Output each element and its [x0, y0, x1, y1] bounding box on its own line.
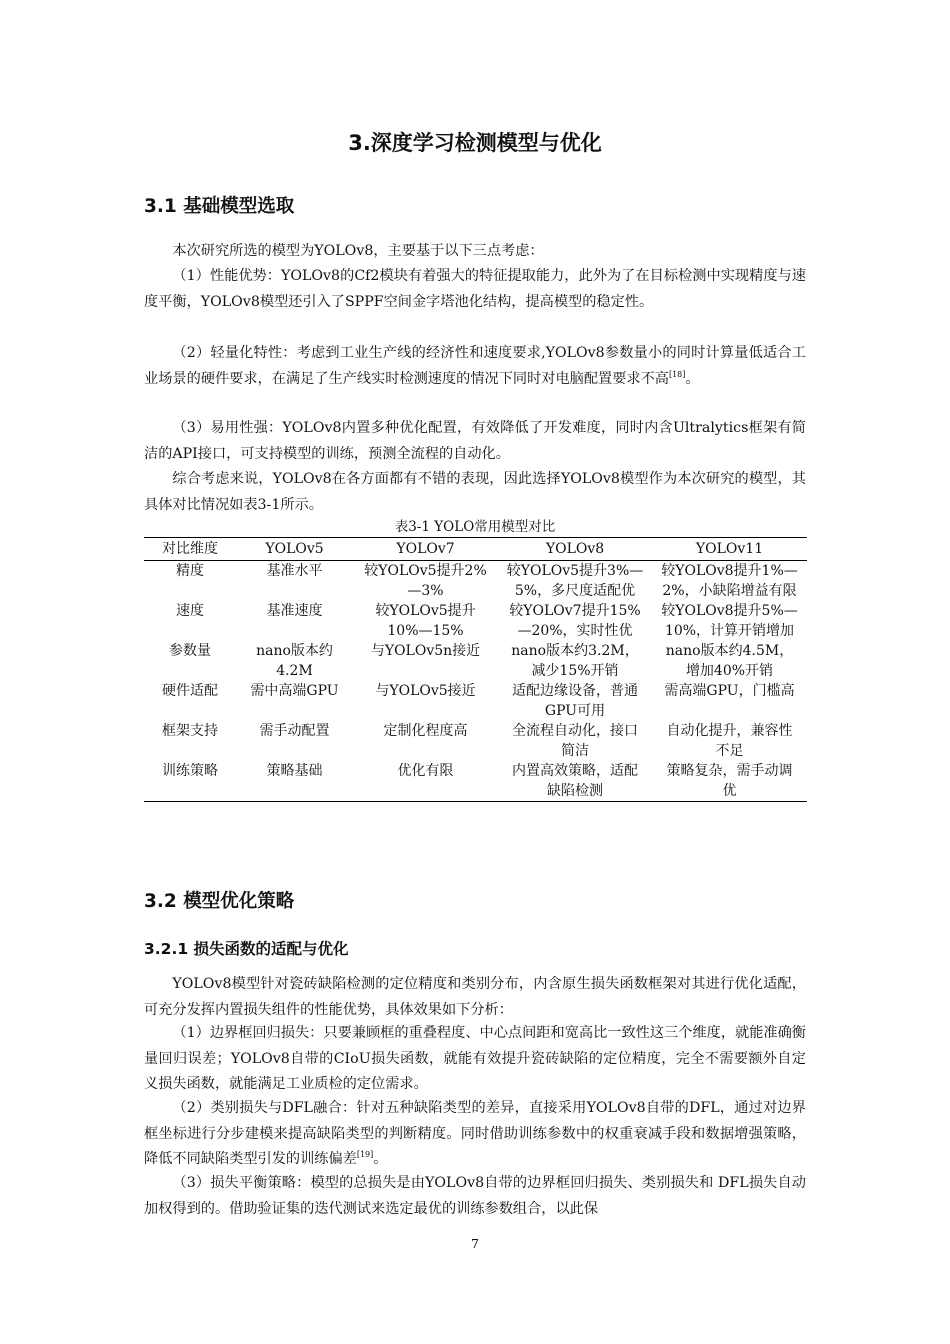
table-cell: 内置高效策略，适配缺陷检测: [498, 761, 652, 802]
table-cell: 较YOLOv5提升10%—15%: [375, 603, 476, 639]
table-cell: 自动化提升，兼容性不足: [666, 723, 793, 759]
chapter-title: 3.深度学习检测模型与优化: [348, 131, 602, 155]
table-cell: 框架支持: [162, 723, 218, 739]
table-cell: 精度: [176, 563, 204, 579]
table-cell: 基准速度: [266, 603, 323, 619]
paragraph: 综合考虑来说，YOLOv8在各方面都有不错的表现，因此选择YOLOv8模型作为本次研究的模型，其具体对比情况如表3-1所示。: [144, 471, 806, 513]
table-cell: 定制化程度高: [383, 723, 468, 739]
table-cell: 速度: [176, 603, 204, 619]
table-cell: 需中高端GPU: [250, 683, 339, 699]
comparison-table: [144, 537, 807, 802]
paragraph-text: （2）类别损失与DFL融合：针对五种缺陷类型的差异，直接采用YOLOv8自带的DFL，通过对边界框坐标进行分步建模来提高缺陷类型的判断精度。同时借助训练参数中的权重衰减手段和数据增强策略，降低不同缺陷类型引发的训练偏差: [144, 1100, 806, 1167]
paragraph-end: 。: [373, 1151, 388, 1167]
page-number: 7: [471, 1236, 479, 1251]
table-cell: nano版本约4.5M，增加40%开销: [665, 643, 794, 679]
table-cell: nano版本约3.2M，减少15%开销: [511, 643, 639, 679]
table-header-row: [144, 538, 807, 561]
table-header-cell: 对比维度: [144, 538, 236, 561]
table-cell: 较YOLOv8提升5%—10%，计算开销增加: [661, 603, 798, 639]
table-cell: 优化有限: [353, 761, 498, 802]
paragraph: 本次研究所选的模型为YOLOv8，主要基于以下三点考虑：: [172, 243, 544, 259]
table-row: [144, 681, 807, 721]
table-row: [144, 721, 807, 761]
citation: [18]: [668, 369, 686, 379]
paragraph: （1）边界框回归损失：只要兼顾框的重叠程度、中心点间距和宽高比一致性这三个维度，就能准确衡量回归误差；YOLOv8自带的CIoU损失函数，就能有效提升瓷砖缺陷的定位精度，完全不需要额外自定义损失函数，就能满足工业质检的定位需求。: [144, 1025, 806, 1092]
table-cell: 适配边缘设备，普通GPU可用: [512, 683, 638, 719]
subsection-heading-3-2-1: 3.2.1 损失函数的适配与优化: [144, 940, 349, 958]
table-row: [144, 641, 807, 681]
table-cell: 策略复杂，需手动调优: [652, 761, 807, 802]
table-header-cell: YOLOv7: [353, 538, 498, 561]
table-cell: 需高端GPU，门槛高: [664, 683, 795, 699]
table-cell: 硬件适配: [162, 683, 218, 699]
table-cell: 训练策略: [144, 761, 236, 802]
table-cell: 较YOLOv5提升2%—3%: [364, 563, 487, 599]
table-cell: 较YOLOv5提升3%—5%，多尺度适配优: [506, 563, 644, 599]
table-cell: 基准水平: [266, 563, 323, 579]
table-cell: 全流程自动化，接口简洁: [512, 723, 638, 759]
paragraph: （1）性能优势：YOLOv8的Cf2模块有着强大的特征提取能力，此外为了在目标检测中实现精度与速度平衡，YOLOv8模型还引入了SPPF空间金字塔池化结构，提高模型的稳定性。: [144, 268, 806, 310]
table-cell: 与YOLOv5接近: [375, 683, 476, 699]
citation: [19]: [356, 1150, 374, 1159]
table-cell: 策略基础: [236, 761, 353, 802]
section-heading-3-1: 3.1 基础模型选取: [144, 196, 295, 217]
table-row: [144, 761, 807, 802]
table-cell: 参数量: [169, 643, 211, 659]
table-row: [144, 601, 807, 641]
paragraph: （3）易用性强：YOLOv8内置多种优化配置，有效降低了开发难度，同时内含Ultralytics框架有简洁的API接口，可支持模型的训练，预测全流程的自动化。: [144, 420, 806, 462]
paragraph-end: 。: [685, 370, 700, 387]
table-cell: 较YOLOv7提升15%—20%，实时性优: [509, 603, 641, 639]
table-header-cell: YOLOv11: [652, 538, 807, 561]
table-cell: 较YOLOv8提升1%—2%，小缺陷增益有限: [661, 563, 798, 599]
table-cell: nano版本约4.2M: [256, 643, 333, 679]
paragraph: YOLOv8模型针对瓷砖缺陷检测的定位精度和类别分布，内含原生损失函数框架对其进行优化适配，可充分发挥内置损失组件的性能优势，具体效果如下分析：: [144, 976, 806, 1018]
table-header-cell: YOLOv5: [236, 538, 353, 561]
paragraph: [144, 1096, 806, 1173]
table-caption: 表3-1 YOLO常用模型对比: [394, 519, 556, 535]
table-header-cell: YOLOv8: [498, 538, 652, 561]
section-heading-3-2: 3.2 模型优化策略: [144, 891, 295, 912]
paragraph-text: （2）轻量化特性：考虑到工业生产线的经济性和速度要求,YOLOv8参数量小的同时计算量低适合工业场景的硬件要求，在满足了生产线实时检测速度的情况下同时对电脑配置要求不高: [144, 345, 806, 387]
paragraph: [144, 341, 806, 392]
table-cell: 需手动配置: [259, 723, 330, 739]
paragraph: （3）损失平衡策略：模型的总损失是由YOLOv8自带的边界框回归损失、类别损失和 DFL损失自动加权得到的。借助验证集的迭代测试来选定最优的训练参数组合，以此保: [144, 1175, 806, 1217]
table-row: [144, 561, 807, 602]
table-cell: 与YOLOv5n接近: [370, 643, 481, 659]
